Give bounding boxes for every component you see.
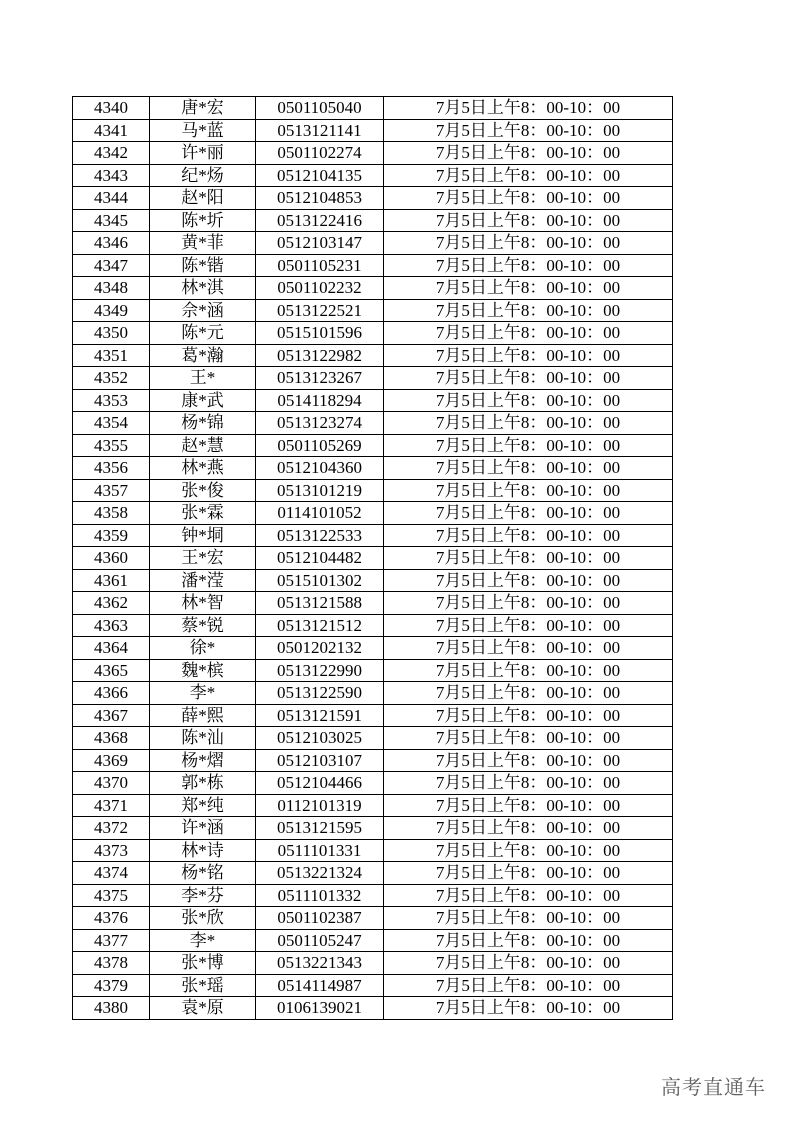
table-row bbox=[73, 254, 673, 277]
name-cell: 纪*炀 bbox=[150, 164, 256, 187]
exam-time-cell: 7月5日上午8：00-10：00 bbox=[384, 862, 673, 885]
candidate-id-cell: 0513123267 bbox=[256, 367, 384, 390]
candidate-id-cell: 0513123274 bbox=[256, 412, 384, 435]
name-cell: 陈*元 bbox=[150, 322, 256, 345]
row-number-cell: 4379 bbox=[73, 974, 150, 997]
name-cell: 佘*涵 bbox=[150, 299, 256, 322]
exam-time-cell: 7月5日上午8：00-10：00 bbox=[384, 884, 673, 907]
exam-time-cell: 7月5日上午8：00-10：00 bbox=[384, 817, 673, 840]
row-number-cell: 4380 bbox=[73, 997, 150, 1020]
row-number-cell: 4367 bbox=[73, 704, 150, 727]
row-number-cell: 4345 bbox=[73, 209, 150, 232]
name-cell: 郭*栋 bbox=[150, 772, 256, 795]
row-number-cell: 4357 bbox=[73, 479, 150, 502]
name-cell: 赵*慧 bbox=[150, 434, 256, 457]
candidate-id-cell: 0501105040 bbox=[256, 97, 384, 120]
row-number-cell: 4346 bbox=[73, 232, 150, 255]
table-row bbox=[73, 637, 673, 660]
exam-time-cell: 7月5日上午8：00-10：00 bbox=[384, 299, 673, 322]
name-cell: 李* bbox=[150, 682, 256, 705]
table-row bbox=[73, 614, 673, 637]
name-cell: 葛*瀚 bbox=[150, 344, 256, 367]
candidate-id-cell: 0513121591 bbox=[256, 704, 384, 727]
table-row bbox=[73, 322, 673, 345]
row-number-cell: 4355 bbox=[73, 434, 150, 457]
candidate-id-cell: 0501102274 bbox=[256, 142, 384, 165]
candidate-id-cell: 0106139021 bbox=[256, 997, 384, 1020]
table-row bbox=[73, 502, 673, 525]
candidate-id-cell: 0501105231 bbox=[256, 254, 384, 277]
exam-time-cell: 7月5日上午8：00-10：00 bbox=[384, 142, 673, 165]
name-cell: 康*武 bbox=[150, 389, 256, 412]
exam-time-cell: 7月5日上午8：00-10：00 bbox=[384, 277, 673, 300]
row-number-cell: 4353 bbox=[73, 389, 150, 412]
candidate-id-cell: 0514118294 bbox=[256, 389, 384, 412]
exam-time-cell: 7月5日上午8：00-10：00 bbox=[384, 232, 673, 255]
row-number-cell: 4374 bbox=[73, 862, 150, 885]
candidate-id-cell: 0513121512 bbox=[256, 614, 384, 637]
row-number-cell: 4354 bbox=[73, 412, 150, 435]
name-cell: 李* bbox=[150, 929, 256, 952]
candidate-id-cell: 0501102232 bbox=[256, 277, 384, 300]
row-number-cell: 4344 bbox=[73, 187, 150, 210]
exam-time-cell: 7月5日上午8：00-10：00 bbox=[384, 119, 673, 142]
exam-time-cell: 7月5日上午8：00-10：00 bbox=[384, 704, 673, 727]
name-cell: 郑*纯 bbox=[150, 794, 256, 817]
name-cell: 林*诗 bbox=[150, 839, 256, 862]
row-number-cell: 4356 bbox=[73, 457, 150, 480]
name-cell: 赵*阳 bbox=[150, 187, 256, 210]
table-row bbox=[73, 839, 673, 862]
name-cell: 杨*锦 bbox=[150, 412, 256, 435]
row-number-cell: 4340 bbox=[73, 97, 150, 120]
exam-time-cell: 7月5日上午8：00-10：00 bbox=[384, 907, 673, 930]
candidate-id-cell: 0515101596 bbox=[256, 322, 384, 345]
name-cell: 马*蓝 bbox=[150, 119, 256, 142]
name-cell: 王* bbox=[150, 367, 256, 390]
name-cell: 张*瑶 bbox=[150, 974, 256, 997]
name-cell: 蔡*锐 bbox=[150, 614, 256, 637]
candidate-id-cell: 0513122533 bbox=[256, 524, 384, 547]
candidate-id-cell: 0512104360 bbox=[256, 457, 384, 480]
name-cell: 张*博 bbox=[150, 952, 256, 975]
name-cell: 王*宏 bbox=[150, 547, 256, 570]
table-row bbox=[73, 97, 673, 120]
candidate-id-cell: 0513221343 bbox=[256, 952, 384, 975]
table-row bbox=[73, 884, 673, 907]
row-number-cell: 4365 bbox=[73, 659, 150, 682]
candidate-id-cell: 0513121595 bbox=[256, 817, 384, 840]
table-row bbox=[73, 974, 673, 997]
candidate-id-cell: 0501105247 bbox=[256, 929, 384, 952]
candidate-id-cell: 0511101332 bbox=[256, 884, 384, 907]
name-cell: 张*霖 bbox=[150, 502, 256, 525]
table-row bbox=[73, 434, 673, 457]
candidate-id-cell: 0114101052 bbox=[256, 502, 384, 525]
name-cell: 唐*宏 bbox=[150, 97, 256, 120]
exam-time-cell: 7月5日上午8：00-10：00 bbox=[384, 187, 673, 210]
row-number-cell: 4373 bbox=[73, 839, 150, 862]
candidate-id-cell: 0511101331 bbox=[256, 839, 384, 862]
candidate-id-cell: 0513122590 bbox=[256, 682, 384, 705]
row-number-cell: 4352 bbox=[73, 367, 150, 390]
exam-time-cell: 7月5日上午8：00-10：00 bbox=[384, 254, 673, 277]
candidate-id-cell: 0513122521 bbox=[256, 299, 384, 322]
exam-time-cell: 7月5日上午8：00-10：00 bbox=[384, 637, 673, 660]
name-cell: 钟*垌 bbox=[150, 524, 256, 547]
exam-time-cell: 7月5日上午8：00-10：00 bbox=[384, 209, 673, 232]
name-cell: 薛*熙 bbox=[150, 704, 256, 727]
candidate-id-cell: 0512103147 bbox=[256, 232, 384, 255]
name-cell: 陈*汕 bbox=[150, 727, 256, 750]
row-number-cell: 4362 bbox=[73, 592, 150, 615]
exam-time-cell: 7月5日上午8：00-10：00 bbox=[384, 749, 673, 772]
row-number-cell: 4351 bbox=[73, 344, 150, 367]
table-row bbox=[73, 569, 673, 592]
exam-time-cell: 7月5日上午8：00-10：00 bbox=[384, 502, 673, 525]
candidate-id-cell: 0514114987 bbox=[256, 974, 384, 997]
table-row bbox=[73, 547, 673, 570]
table-row bbox=[73, 344, 673, 367]
candidate-id-cell: 0512104853 bbox=[256, 187, 384, 210]
row-number-cell: 4371 bbox=[73, 794, 150, 817]
candidate-id-cell: 0501102387 bbox=[256, 907, 384, 930]
candidate-id-cell: 0513101219 bbox=[256, 479, 384, 502]
row-number-cell: 4377 bbox=[73, 929, 150, 952]
candidate-id-cell: 0513221324 bbox=[256, 862, 384, 885]
candidate-id-cell: 0512104466 bbox=[256, 772, 384, 795]
table-body bbox=[73, 97, 673, 1020]
row-number-cell: 4364 bbox=[73, 637, 150, 660]
table-row bbox=[73, 817, 673, 840]
table-row bbox=[73, 164, 673, 187]
row-number-cell: 4361 bbox=[73, 569, 150, 592]
name-cell: 潘*滢 bbox=[150, 569, 256, 592]
candidate-id-cell: 0513121141 bbox=[256, 119, 384, 142]
exam-time-cell: 7月5日上午8：00-10：00 bbox=[384, 974, 673, 997]
table-row bbox=[73, 299, 673, 322]
candidate-id-cell: 0512104482 bbox=[256, 547, 384, 570]
table-row bbox=[73, 479, 673, 502]
exam-time-cell: 7月5日上午8：00-10：00 bbox=[384, 434, 673, 457]
exam-time-cell: 7月5日上午8：00-10：00 bbox=[384, 97, 673, 120]
candidate-id-cell: 0501202132 bbox=[256, 637, 384, 660]
name-cell: 徐* bbox=[150, 637, 256, 660]
exam-time-cell: 7月5日上午8：00-10：00 bbox=[384, 547, 673, 570]
row-number-cell: 4378 bbox=[73, 952, 150, 975]
row-number-cell: 4343 bbox=[73, 164, 150, 187]
table-row bbox=[73, 682, 673, 705]
table-row bbox=[73, 277, 673, 300]
row-number-cell: 4369 bbox=[73, 749, 150, 772]
name-cell: 魏*槟 bbox=[150, 659, 256, 682]
table-row bbox=[73, 659, 673, 682]
row-number-cell: 4342 bbox=[73, 142, 150, 165]
exam-time-cell: 7月5日上午8：00-10：00 bbox=[384, 322, 673, 345]
name-cell: 林*燕 bbox=[150, 457, 256, 480]
candidate-id-cell: 0513122982 bbox=[256, 344, 384, 367]
row-number-cell: 4370 bbox=[73, 772, 150, 795]
exam-time-cell: 7月5日上午8：00-10：00 bbox=[384, 457, 673, 480]
table-row bbox=[73, 704, 673, 727]
name-cell: 林*淇 bbox=[150, 277, 256, 300]
exam-time-cell: 7月5日上午8：00-10：00 bbox=[384, 839, 673, 862]
name-cell: 张*欣 bbox=[150, 907, 256, 930]
exam-time-cell: 7月5日上午8：00-10：00 bbox=[384, 344, 673, 367]
candidate-id-cell: 0112101319 bbox=[256, 794, 384, 817]
exam-time-cell: 7月5日上午8：00-10：00 bbox=[384, 952, 673, 975]
table-row bbox=[73, 592, 673, 615]
exam-time-cell: 7月5日上午8：00-10：00 bbox=[384, 479, 673, 502]
name-cell: 陈*锴 bbox=[150, 254, 256, 277]
exam-time-cell: 7月5日上午8：00-10：00 bbox=[384, 389, 673, 412]
exam-time-cell: 7月5日上午8：00-10：00 bbox=[384, 929, 673, 952]
document-page bbox=[72, 96, 672, 1020]
row-number-cell: 4348 bbox=[73, 277, 150, 300]
candidate-id-cell: 0513121588 bbox=[256, 592, 384, 615]
candidate-id-cell: 0501105269 bbox=[256, 434, 384, 457]
name-cell: 李*芬 bbox=[150, 884, 256, 907]
exam-time-cell: 7月5日上午8：00-10：00 bbox=[384, 569, 673, 592]
name-cell: 张*俊 bbox=[150, 479, 256, 502]
table-row bbox=[73, 907, 673, 930]
table-row bbox=[73, 232, 673, 255]
row-number-cell: 4358 bbox=[73, 502, 150, 525]
row-number-cell: 4375 bbox=[73, 884, 150, 907]
name-cell: 杨*铭 bbox=[150, 862, 256, 885]
row-number-cell: 4376 bbox=[73, 907, 150, 930]
row-number-cell: 4349 bbox=[73, 299, 150, 322]
table-row bbox=[73, 727, 673, 750]
candidate-id-cell: 0512104135 bbox=[256, 164, 384, 187]
name-cell: 黄*菲 bbox=[150, 232, 256, 255]
table-row bbox=[73, 142, 673, 165]
table-row bbox=[73, 412, 673, 435]
exam-time-cell: 7月5日上午8：00-10：00 bbox=[384, 772, 673, 795]
table-row bbox=[73, 794, 673, 817]
exam-time-cell: 7月5日上午8：00-10：00 bbox=[384, 367, 673, 390]
table-row bbox=[73, 209, 673, 232]
row-number-cell: 4360 bbox=[73, 547, 150, 570]
exam-time-cell: 7月5日上午8：00-10：00 bbox=[384, 682, 673, 705]
table-row bbox=[73, 187, 673, 210]
row-number-cell: 4368 bbox=[73, 727, 150, 750]
name-cell: 杨*熠 bbox=[150, 749, 256, 772]
candidate-id-cell: 0512103107 bbox=[256, 749, 384, 772]
row-number-cell: 4366 bbox=[73, 682, 150, 705]
name-cell: 陈*圻 bbox=[150, 209, 256, 232]
row-number-cell: 4347 bbox=[73, 254, 150, 277]
table-row bbox=[73, 772, 673, 795]
exam-time-cell: 7月5日上午8：00-10：00 bbox=[384, 794, 673, 817]
exam-time-cell: 7月5日上午8：00-10：00 bbox=[384, 592, 673, 615]
exam-time-cell: 7月5日上午8：00-10：00 bbox=[384, 524, 673, 547]
table-row bbox=[73, 952, 673, 975]
table-row bbox=[73, 457, 673, 480]
name-cell: 许*涵 bbox=[150, 817, 256, 840]
row-number-cell: 4359 bbox=[73, 524, 150, 547]
exam-time-cell: 7月5日上午8：00-10：00 bbox=[384, 659, 673, 682]
candidate-id-cell: 0513122416 bbox=[256, 209, 384, 232]
table-row bbox=[73, 749, 673, 772]
table-row bbox=[73, 367, 673, 390]
table-row bbox=[73, 389, 673, 412]
exam-time-cell: 7月5日上午8：00-10：00 bbox=[384, 997, 673, 1020]
name-cell: 林*智 bbox=[150, 592, 256, 615]
row-number-cell: 4341 bbox=[73, 119, 150, 142]
row-number-cell: 4350 bbox=[73, 322, 150, 345]
name-cell: 袁*原 bbox=[150, 997, 256, 1020]
exam-time-cell: 7月5日上午8：00-10：00 bbox=[384, 412, 673, 435]
row-number-cell: 4372 bbox=[73, 817, 150, 840]
name-cell: 许*丽 bbox=[150, 142, 256, 165]
table-row bbox=[73, 997, 673, 1020]
table-row bbox=[73, 524, 673, 547]
candidate-id-cell: 0512103025 bbox=[256, 727, 384, 750]
table-row bbox=[73, 862, 673, 885]
exam-time-cell: 7月5日上午8：00-10：00 bbox=[384, 727, 673, 750]
watermark-text: 高考直通车 bbox=[661, 1075, 766, 1099]
candidate-id-cell: 0513122990 bbox=[256, 659, 384, 682]
exam-time-cell: 7月5日上午8：00-10：00 bbox=[384, 614, 673, 637]
table-row bbox=[73, 119, 673, 142]
exam-schedule-table bbox=[72, 96, 673, 1020]
row-number-cell: 4363 bbox=[73, 614, 150, 637]
exam-time-cell: 7月5日上午8：00-10：00 bbox=[384, 164, 673, 187]
table-row bbox=[73, 929, 673, 952]
candidate-id-cell: 0515101302 bbox=[256, 569, 384, 592]
